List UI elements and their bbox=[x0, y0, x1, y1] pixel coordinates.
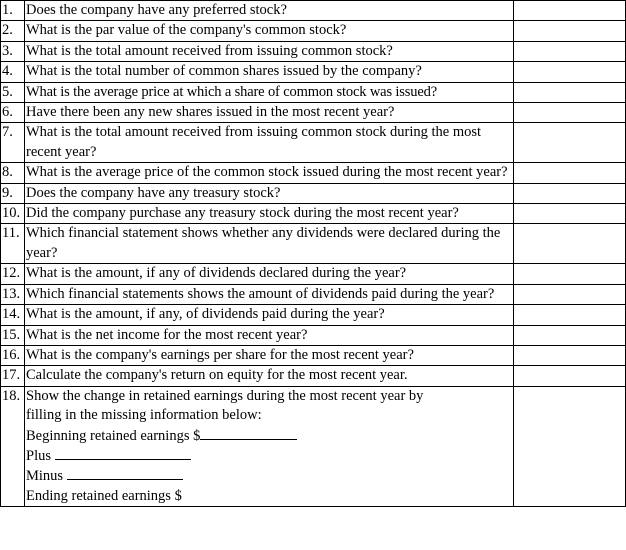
answer-cell[interactable] bbox=[514, 325, 626, 345]
table-row bbox=[1, 284, 626, 304]
answer-cell[interactable] bbox=[514, 123, 626, 163]
question-text: What is the total number of common shares issued by the company? bbox=[25, 62, 514, 82]
question-text: What is the company's earnings per share for the most recent year? bbox=[25, 345, 514, 365]
beginning-retained-earnings-label: Beginning retained earnings $ bbox=[26, 427, 201, 444]
question-number: 12. bbox=[1, 264, 25, 284]
question-number: 11. bbox=[1, 224, 25, 264]
table-row bbox=[1, 183, 626, 203]
table-row bbox=[1, 366, 626, 386]
table-row bbox=[1, 386, 626, 506]
question-text: Have there been any new shares issued in the most recent year? bbox=[25, 103, 514, 123]
answer-cell[interactable] bbox=[514, 284, 626, 304]
question-text: Calculate the company's return on equity for the most recent year. bbox=[25, 366, 514, 386]
question-text: Did the company purchase any treasury stock during the most recent year? bbox=[25, 204, 514, 224]
answer-cell[interactable] bbox=[514, 103, 626, 123]
question-number: 10. bbox=[1, 204, 25, 224]
table-row bbox=[1, 163, 626, 183]
plus-blank[interactable] bbox=[55, 446, 191, 460]
question-number: 3. bbox=[1, 41, 25, 61]
minus-label: Minus bbox=[26, 468, 64, 485]
beginning-retained-earnings-blank[interactable] bbox=[200, 426, 297, 440]
question-number: 1. bbox=[1, 1, 25, 21]
question-number: 6. bbox=[1, 103, 25, 123]
answer-cell[interactable] bbox=[514, 386, 626, 506]
table-row bbox=[1, 204, 626, 224]
table-row bbox=[1, 103, 626, 123]
table-row bbox=[1, 21, 626, 41]
answer-cell[interactable] bbox=[514, 305, 626, 325]
question-text: What is the par value of the company's common stock? bbox=[25, 21, 514, 41]
minus-line bbox=[26, 466, 513, 486]
question-18-block bbox=[25, 386, 514, 506]
ending-retained-earnings bbox=[26, 487, 513, 506]
question-number: 9. bbox=[1, 183, 25, 203]
question-18-line-2: filling in the missing information below: bbox=[26, 407, 262, 424]
question-text: Which financial statement shows whether any dividends were declared during the year? bbox=[25, 224, 514, 264]
question-text: What is the amount, if any of dividends declared during the year? bbox=[25, 264, 514, 284]
question-text: What is the net income for the most recent year? bbox=[25, 325, 514, 345]
question-text: What is the average price of the common stock issued during the most recent year? bbox=[25, 163, 514, 183]
question-number: 16. bbox=[1, 345, 25, 365]
table-row bbox=[1, 41, 626, 61]
plus-label: Plus bbox=[26, 447, 51, 464]
question-text: What is the average price at which a share of common stock was issued? bbox=[25, 82, 514, 102]
question-number: 18. bbox=[1, 386, 25, 506]
answer-cell[interactable] bbox=[514, 366, 626, 386]
table-row bbox=[1, 82, 626, 102]
question-number: 14. bbox=[1, 305, 25, 325]
answer-cell[interactable] bbox=[514, 183, 626, 203]
minus-blank[interactable] bbox=[67, 466, 183, 480]
answer-cell[interactable] bbox=[514, 264, 626, 284]
answer-cell[interactable] bbox=[514, 21, 626, 41]
table-row bbox=[1, 305, 626, 325]
question-number: 13. bbox=[1, 284, 25, 304]
question-text: What is the total amount received from issuing common stock? bbox=[25, 41, 514, 61]
answer-cell[interactable] bbox=[514, 204, 626, 224]
question-number: 7. bbox=[1, 123, 25, 163]
table-row bbox=[1, 264, 626, 284]
question-number: 8. bbox=[1, 163, 25, 183]
question-text: Does the company have any treasury stock? bbox=[25, 183, 514, 203]
ending-retained-earnings-label: Ending retained earnings $ bbox=[26, 487, 182, 504]
question-number: 2. bbox=[1, 21, 25, 41]
answer-cell[interactable] bbox=[514, 82, 626, 102]
answer-cell[interactable] bbox=[514, 41, 626, 61]
question-number: 17. bbox=[1, 366, 25, 386]
question-text: What is the amount, if any, of dividends paid during the year? bbox=[25, 305, 514, 325]
question-text: Does the company have any preferred stock? bbox=[25, 1, 514, 21]
plus-line bbox=[26, 446, 513, 466]
answer-cell[interactable] bbox=[514, 62, 626, 82]
table-row bbox=[1, 123, 626, 163]
question-number: 4. bbox=[1, 62, 25, 82]
answer-cell[interactable] bbox=[514, 163, 626, 183]
answer-cell[interactable] bbox=[514, 224, 626, 264]
table-row bbox=[1, 224, 626, 264]
question-number: 15. bbox=[1, 325, 25, 345]
table-row bbox=[1, 62, 626, 82]
question-18-line-1: Show the change in retained earnings during the most recent year by bbox=[26, 387, 424, 404]
question-text: What is the total amount received from issuing common stock during the most recent year? bbox=[25, 123, 514, 163]
table-row bbox=[1, 325, 626, 345]
question-number: 5. bbox=[1, 82, 25, 102]
question-text: Which financial statements shows the amount of dividends paid during the year? bbox=[25, 284, 514, 304]
table-row bbox=[1, 345, 626, 365]
answer-cell[interactable] bbox=[514, 345, 626, 365]
answer-cell[interactable] bbox=[514, 1, 626, 21]
table-row bbox=[1, 1, 626, 21]
beginning-retained-earnings bbox=[26, 426, 513, 446]
